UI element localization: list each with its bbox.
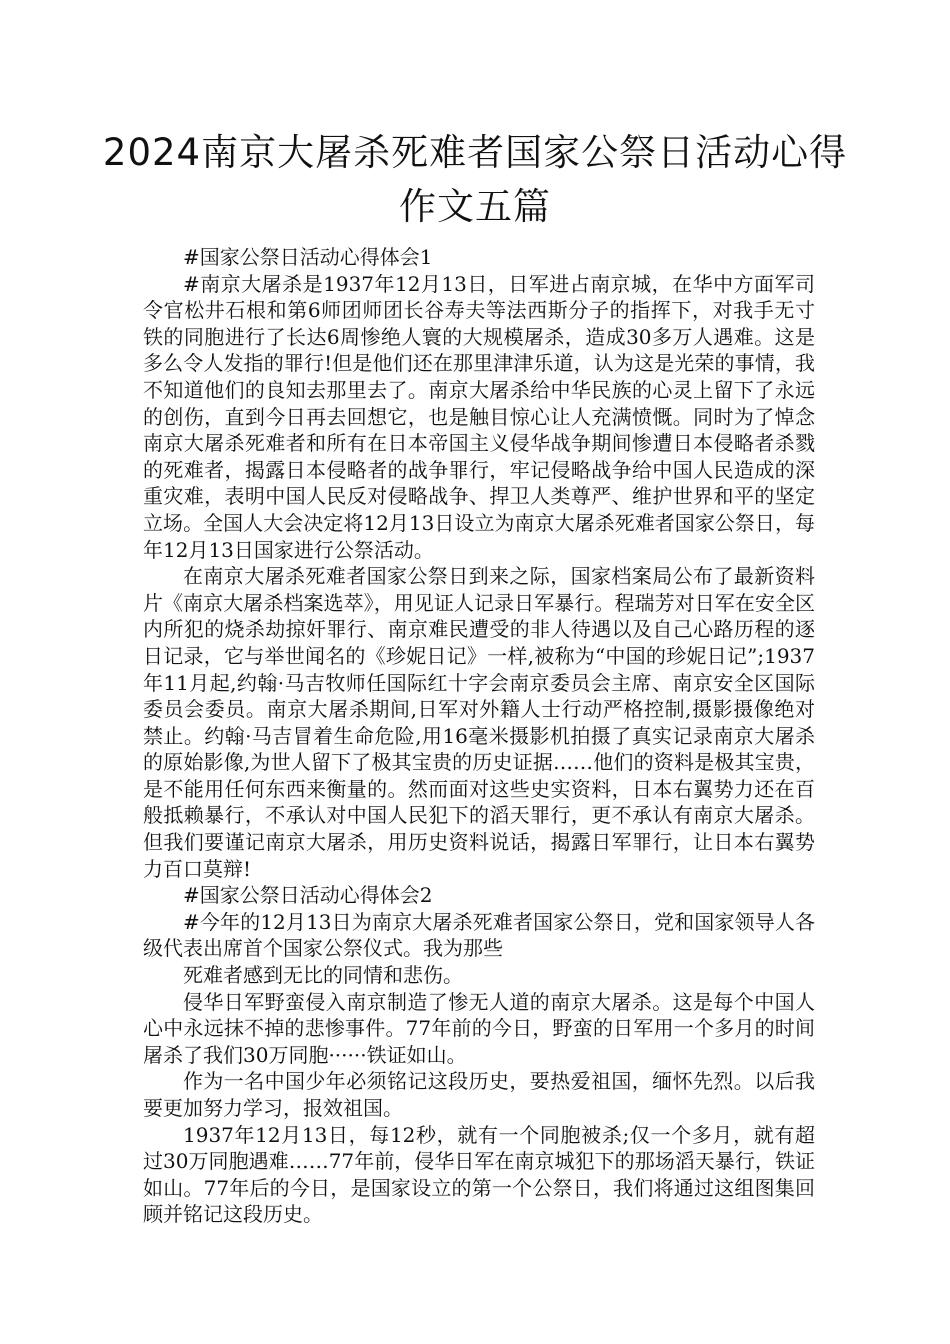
section-heading-1: #国家公祭日活动心得体会1 xyxy=(183,245,433,269)
paragraph: 侵华日军野蛮侵入南京制造了惨无人道的南京大屠杀。这是每个中国人心中永远抹不掉的悲惨事件。77年前的今日，野蛮的日军用一个多月的时间屠杀了我们30万同胞······铁证如山。 xyxy=(143,989,815,1067)
paragraph: 1937年12月13日，每12秒，就有一个同胞被杀;仅一个多月，就有超过30万同胞遇难……77年前，侵华日军在南京城犯下的那场滔天暴行，铁证如山。77年后的今日，是国家设立的第一个公祭日，我们将通过这组图集回顾并铭记这段历史。 xyxy=(143,1122,815,1227)
section-heading-2: #国家公祭日活动心得体会2 xyxy=(183,883,433,908)
document-body xyxy=(143,244,815,1228)
paragraph: 作为一名中国少年必须铭记这段历史，要热爱祖国，缅怀先烈。以后我要更加努力学习，报效祖国。 xyxy=(143,1069,815,1120)
paragraph: #今年的12月13日为南京大屠杀死难者国家公祭日，党和国家领导人各级代表出席首个国家公祭仪式。我为那些 xyxy=(143,909,815,961)
paragraph: 死难者感到无比的同情和悲伤。 xyxy=(183,963,463,988)
document-title: 2024南京大屠杀死难者国家公祭日活动心得作文五篇 xyxy=(102,131,848,228)
paragraph: 在南京大屠杀死难者国家公祭日到来之际，国家档案局公布了最新资料片《南京大屠杀档案选萃》，用见证人记录日军暴行。程瑞芳对日军在安全区内所犯的烧杀劫掠奸罪行、南京难民遭受的非人待遇以及自己心路历程的逐日记录，它与举世闻名的《珍妮日记》一样,被称为“中国的珍妮日记”;1937年11月起,约翰·马吉牧师任国际红十字会南京委员会主席、南京安全区国际委员会委员。南京大屠杀期间,日军对外籍人士行动严格控制,摄影摄像绝对禁止。约翰·马吉冒着生命危险,用16毫米摄影机拍摄了真实记录南京大屠杀的原始影像,为世人留下了极其宝贵的历史证据……他们的资料是极其宝贵，是不能用任何东西来衡量的。然而面对这些史实资料，日本右翼势力还在百般抵赖暴行，不承认对中国人民犯下的滔天罪行，更不承认有南京大屠杀。但我们要谨记南京大屠杀，用历史资料说话，揭露日军罪行，让日本右翼势力百口莫辩! xyxy=(143,564,815,881)
paragraph: #南京大屠杀是1937年12月13日，日军进占南京城，在华中方面军司令官松井石根和第6师团师团长谷寿夫等法西斯分子的指挥下，对我手无寸铁的同胞进行了长达6周惨绝人寰的大规模屠杀，造成30多万人遇难。这是多么令人发指的罪行!但是他们还在那里津津乐道，认为这是光荣的事情，我不知道他们的良知去那里去了。南京大屠杀给中华民族的心灵上留下了永远的创伤，直到今日再去回想它，也是触目惊心让人充满愤慨。同时为了悼念南京大屠杀死难者和所有在日本帝国主义侵华战争期间惨遭日本侵略者杀戮的死难者，揭露日本侵略者的战争罪行，牢记侵略战争给中国人民造成的深重灾难，表明中国人民反对侵略战争、捍卫人类尊严、维护世界和平的坚定立场。全国人大会决定将12月13日设立为南京大屠杀死难者国家公祭日，每年12月13日国家进行公祭活动。 xyxy=(143,271,815,562)
